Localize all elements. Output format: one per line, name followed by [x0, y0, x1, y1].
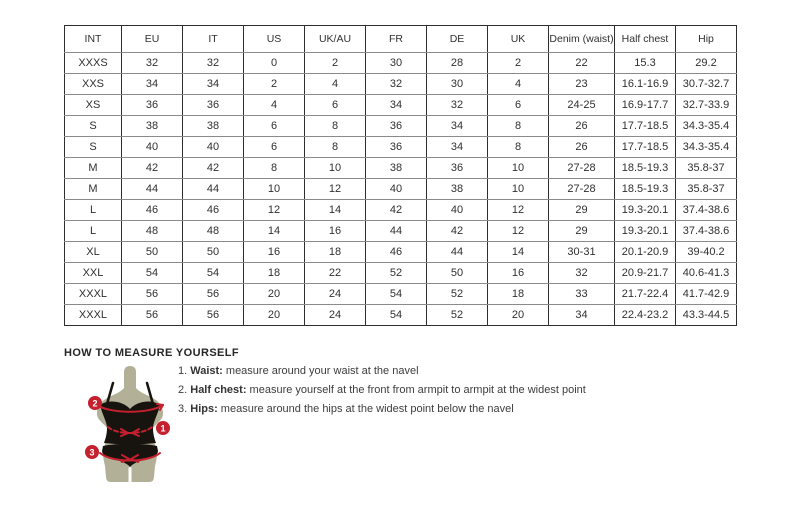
size-cell: L: [65, 200, 122, 221]
size-cell: 30.7-32.7: [676, 74, 737, 95]
measure-section-title: HOW TO MEASURE YOURSELF: [64, 347, 240, 359]
size-cell: 35.8-37: [676, 179, 737, 200]
size-row: [65, 242, 737, 263]
size-row: [65, 95, 737, 116]
size-cell: 54: [366, 284, 427, 305]
size-cell: 36: [122, 95, 183, 116]
size-cell: 38: [366, 158, 427, 179]
column-header: FR: [366, 26, 427, 53]
size-cell: 20.9-21.7: [615, 263, 676, 284]
column-header: US: [244, 26, 305, 53]
size-cell: 44: [183, 179, 244, 200]
size-cell: S: [65, 116, 122, 137]
size-cell: 50: [122, 242, 183, 263]
size-cell: 41.7-42.9: [676, 284, 737, 305]
size-cell: 8: [488, 137, 549, 158]
size-cell: 34: [427, 116, 488, 137]
size-cell: 20: [488, 305, 549, 326]
size-cell: 30: [366, 53, 427, 74]
size-cell: 2: [244, 74, 305, 95]
size-cell: 40: [122, 137, 183, 158]
measure-instruction: [178, 403, 586, 415]
size-cell: 56: [183, 284, 244, 305]
size-cell: 37.4-38.6: [676, 221, 737, 242]
size-cell: 54: [183, 263, 244, 284]
size-cell: 12: [244, 200, 305, 221]
size-cell: 14: [244, 221, 305, 242]
measurement-figure-illustration: [84, 366, 176, 484]
size-chart-table: [64, 25, 737, 326]
size-cell: 36: [183, 95, 244, 116]
size-cell: 34: [183, 74, 244, 95]
size-cell: 6: [244, 137, 305, 158]
size-cell: 16.1-16.9: [615, 74, 676, 95]
size-cell: 34: [366, 95, 427, 116]
column-header: INT: [65, 26, 122, 53]
size-row: [65, 179, 737, 200]
size-cell: 42: [366, 200, 427, 221]
size-row: [65, 158, 737, 179]
size-cell: 42: [183, 158, 244, 179]
column-header: UK/AU: [305, 26, 366, 53]
size-cell: 36: [366, 137, 427, 158]
size-cell: 6: [305, 95, 366, 116]
size-cell: XL: [65, 242, 122, 263]
size-cell: 52: [427, 284, 488, 305]
size-cell: 29: [549, 221, 615, 242]
size-cell: 44: [366, 221, 427, 242]
size-cell: XXXL: [65, 284, 122, 305]
size-cell: XS: [65, 95, 122, 116]
size-cell: 12: [305, 179, 366, 200]
size-cell: 42: [427, 221, 488, 242]
size-cell: 8: [244, 158, 305, 179]
size-cell: 48: [183, 221, 244, 242]
measure-instruction: [178, 365, 586, 377]
size-cell: 52: [427, 305, 488, 326]
size-cell: XXXL: [65, 305, 122, 326]
size-cell: 29.2: [676, 53, 737, 74]
size-cell: 14: [305, 200, 366, 221]
size-row: [65, 53, 737, 74]
size-cell: 40.6-41.3: [676, 263, 737, 284]
size-cell: 34.3-35.4: [676, 116, 737, 137]
size-cell: 14: [488, 242, 549, 263]
size-cell: 8: [305, 116, 366, 137]
size-cell: 10: [488, 179, 549, 200]
size-cell: 24: [305, 305, 366, 326]
size-cell: M: [65, 179, 122, 200]
size-cell: 38: [122, 116, 183, 137]
size-cell: 18.5-19.3: [615, 179, 676, 200]
instruction-text: measure around the hips at the widest point below the navel: [217, 403, 514, 415]
size-cell: 36: [366, 116, 427, 137]
size-row: [65, 305, 737, 326]
size-cell: 19.3-20.1: [615, 200, 676, 221]
size-cell: 32: [549, 263, 615, 284]
size-cell: 36: [427, 158, 488, 179]
instruction-number: 3.: [178, 403, 188, 415]
size-cell: 4: [244, 95, 305, 116]
size-cell: 46: [122, 200, 183, 221]
instruction-term: Waist:: [190, 365, 223, 377]
size-row: [65, 263, 737, 284]
waist-badge-number: 1: [160, 423, 166, 434]
size-cell: 17.7-18.5: [615, 116, 676, 137]
size-cell: 38: [427, 179, 488, 200]
size-cell: 16: [305, 221, 366, 242]
table-header-row: [65, 26, 737, 53]
size-cell: 23: [549, 74, 615, 95]
size-row: [65, 137, 737, 158]
size-cell: 38: [183, 116, 244, 137]
instruction-term: Half chest:: [190, 384, 247, 396]
size-cell: 18: [488, 284, 549, 305]
size-cell: S: [65, 137, 122, 158]
instruction-text: measure around your waist at the navel: [222, 365, 419, 377]
size-cell: XXXS: [65, 53, 122, 74]
size-cell: 20: [244, 284, 305, 305]
measure-instructions-list: [178, 365, 586, 422]
size-cell: 16: [244, 242, 305, 263]
size-cell: 19.3-20.1: [615, 221, 676, 242]
size-cell: 54: [122, 263, 183, 284]
size-cell: 2: [488, 53, 549, 74]
size-cell: 16: [488, 263, 549, 284]
size-cell: 24-25: [549, 95, 615, 116]
column-header: UK: [488, 26, 549, 53]
size-row: [65, 116, 737, 137]
size-cell: 46: [183, 200, 244, 221]
size-cell: 32: [183, 53, 244, 74]
size-cell: 16.9-17.7: [615, 95, 676, 116]
size-row: [65, 221, 737, 242]
size-cell: 34.3-35.4: [676, 137, 737, 158]
size-cell: 10: [488, 158, 549, 179]
size-cell: 22: [549, 53, 615, 74]
size-cell: 32: [427, 95, 488, 116]
size-cell: 40: [366, 179, 427, 200]
size-cell: XXS: [65, 74, 122, 95]
size-cell: 42: [122, 158, 183, 179]
size-row: [65, 200, 737, 221]
size-cell: 34: [122, 74, 183, 95]
size-cell: 10: [244, 179, 305, 200]
size-cell: 48: [122, 221, 183, 242]
size-cell: M: [65, 158, 122, 179]
size-cell: 50: [427, 263, 488, 284]
size-cell: 27-28: [549, 179, 615, 200]
size-cell: 12: [488, 200, 549, 221]
column-header: DE: [427, 26, 488, 53]
size-cell: 6: [488, 95, 549, 116]
size-cell: 21.7-22.4: [615, 284, 676, 305]
size-cell: 24: [305, 284, 366, 305]
size-cell: 18.5-19.3: [615, 158, 676, 179]
size-cell: 34: [427, 137, 488, 158]
chest-badge-number: 2: [92, 398, 98, 409]
instruction-term: Hips:: [190, 403, 218, 415]
size-cell: 37.4-38.6: [676, 200, 737, 221]
size-cell: 35.8-37: [676, 158, 737, 179]
size-cell: L: [65, 221, 122, 242]
size-cell: 29: [549, 200, 615, 221]
thigh-gap: [129, 467, 132, 484]
size-cell: 18: [305, 242, 366, 263]
instruction-number: 2.: [178, 384, 188, 396]
size-cell: 10: [305, 158, 366, 179]
size-cell: 4: [488, 74, 549, 95]
size-cell: 2: [305, 53, 366, 74]
column-header: Denim (waist): [549, 26, 615, 53]
column-header: Hip: [676, 26, 737, 53]
size-cell: 52: [366, 263, 427, 284]
column-header: Half chest: [615, 26, 676, 53]
size-cell: 54: [366, 305, 427, 326]
size-cell: 40: [427, 200, 488, 221]
measure-instruction: [178, 384, 586, 396]
size-cell: 33: [549, 284, 615, 305]
size-cell: 8: [488, 116, 549, 137]
hip-badge-number: 3: [89, 447, 95, 458]
column-header: IT: [183, 26, 244, 53]
size-cell: 22.4-23.2: [615, 305, 676, 326]
size-cell: 32: [366, 74, 427, 95]
size-cell: 27-28: [549, 158, 615, 179]
size-cell: 6: [244, 116, 305, 137]
size-cell: 20.1-20.9: [615, 242, 676, 263]
size-cell: 44: [122, 179, 183, 200]
size-cell: 15.3: [615, 53, 676, 74]
size-cell: XXL: [65, 263, 122, 284]
size-cell: 40: [183, 137, 244, 158]
size-cell: 39-40.2: [676, 242, 737, 263]
size-cell: 12: [488, 221, 549, 242]
size-cell: 28: [427, 53, 488, 74]
size-cell: 46: [366, 242, 427, 263]
size-cell: 0: [244, 53, 305, 74]
size-cell: 44: [427, 242, 488, 263]
size-cell: 8: [305, 137, 366, 158]
size-cell: 26: [549, 137, 615, 158]
size-cell: 4: [305, 74, 366, 95]
instruction-text: measure yourself at the front from armpit to armpit at the widest point: [246, 384, 586, 396]
size-cell: 17.7-18.5: [615, 137, 676, 158]
size-cell: 56: [183, 305, 244, 326]
size-cell: 30: [427, 74, 488, 95]
size-cell: 30-31: [549, 242, 615, 263]
size-cell: 26: [549, 116, 615, 137]
size-cell: 20: [244, 305, 305, 326]
size-cell: 50: [183, 242, 244, 263]
size-cell: 32.7-33.9: [676, 95, 737, 116]
column-header: EU: [122, 26, 183, 53]
size-cell: 56: [122, 305, 183, 326]
size-row: [65, 284, 737, 305]
size-row: [65, 74, 737, 95]
size-cell: 22: [305, 263, 366, 284]
size-cell: 18: [244, 263, 305, 284]
size-cell: 56: [122, 284, 183, 305]
size-cell: 34: [549, 305, 615, 326]
size-cell: 32: [122, 53, 183, 74]
size-cell: 43.3-44.5: [676, 305, 737, 326]
instruction-number: 1.: [178, 365, 188, 377]
